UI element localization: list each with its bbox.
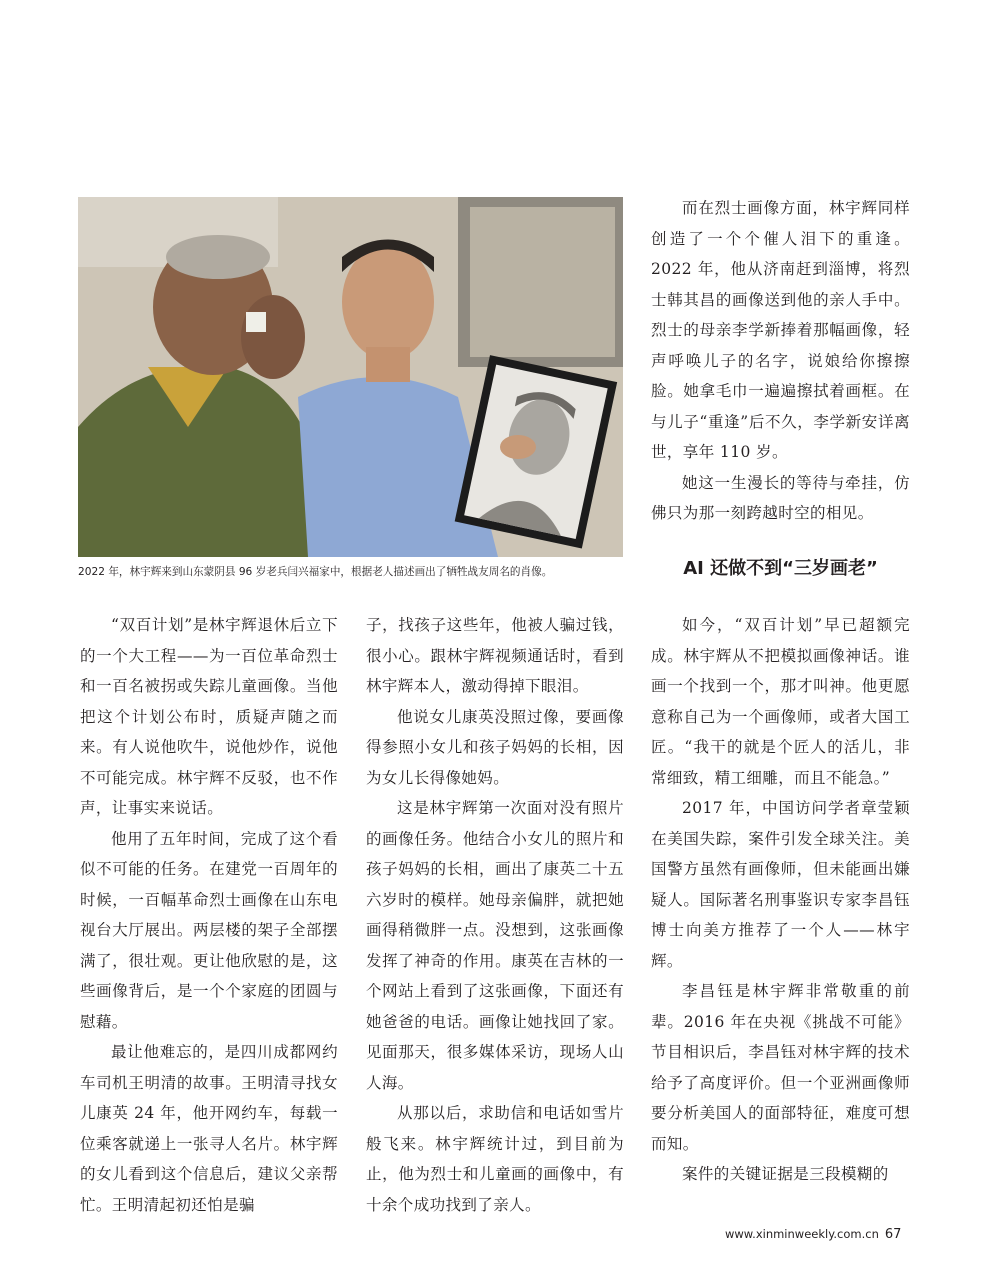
paragraph: 她这一生漫长的等待与牵挂，仿佛只为那一刻跨越时空的相见。 [651, 473, 910, 522]
article-column-right-top [651, 193, 910, 529]
page-number: 67 [884, 1227, 902, 1242]
photo-illustration [78, 197, 623, 557]
section-heading: AI 还做不到“三岁画老” [683, 558, 878, 579]
article-column-right-bottom [651, 610, 910, 1190]
paragraph: 他用了五年时间，完成了这个看似不可能的任务。在建党一百周年的时候，一百幅革命烈士画像在山东电视台大厅展出。两层楼的架子全部摆满了，很壮观。更让他欣慰的是，这些画像背后，是一个个家庭的团圆与慰藉。 [80, 829, 338, 1031]
paragraph: 他说女儿康英没照过像，要画像得参照小女儿和孩子妈妈的长相，因为女儿长得像她妈。 [366, 707, 624, 787]
article-column-left [80, 610, 338, 1220]
paragraph: 从那以后，求助信和电话如雪片般飞来。林宇辉统计过，到目前为止，他为烈士和儿童画的画像中，有十余个成功找到了亲人。 [366, 1104, 624, 1214]
website-url: www.xinminweekly.com.cn [725, 1227, 879, 1241]
paragraph: “双百计划”是林宇辉退休后立下的一个大工程——为一百位革命烈士和一百名被拐或失踪儿童画像。当他把这个计划公布时，质疑声随之而来。有人说他吹牛，说他炒作，说他不可能完成。林宇辉不反驳，也不作声，让事实来说话。 [80, 616, 338, 817]
paragraph: 李昌钰是林宇辉非常敬重的前辈。2016 年在央视《挑战不可能》节目相识后，李昌钰对林宇辉的技术给予了高度评价。但一个亚洲画像师要分析美国人的面部特征，难度可想而知。 [651, 982, 910, 1153]
article-column-middle [366, 610, 624, 1220]
paragraph: 最让他难忘的，是四川成都网约车司机王明清的故事。王明清寻找女儿康英 24 年，他开网约车，每载一位乘客就递上一张寻人名片。林宇辉的女儿看到这个信息后，建议父亲帮忙。王明清起初还怕是骗 [80, 1043, 338, 1214]
page-footer [725, 1227, 915, 1242]
paragraph: 案件的关键证据是三段模糊的 [682, 1165, 889, 1183]
paragraph: 而在烈士画像方面，林宇辉同样创造了一个个催人泪下的重逢。2022 年，他从济南赶到淄博，将烈士韩其昌的画像送到他的亲人手中。烈士的母亲李学新捧着那幅画像，轻声呼唤儿子的名字，说娘给你擦擦脸。她拿毛巾一遍遍擦拭着画框。在与儿子“重逢”后不久，李学新安详离世，享年 110 岁。 [651, 199, 910, 461]
news-photo [78, 197, 623, 557]
paragraph: 这是林宇辉第一次面对没有照片的画像任务。他结合小女儿的照片和孩子妈妈的长相，画出了康英二十五六岁时的模样。她母亲偏胖，就把她画得稍微胖一点。没想到，这张画像发挥了神奇的作用。康英在吉林的一个网站上看到了这张画像，下面还有她爸爸的电话。画像让她找回了家。见面那天，很多媒体采访，现场人山人海。 [366, 799, 624, 1092]
paragraph: 如今，“双百计划”早已超额完成。林宇辉从不把模拟画像神话。谁画一个找到一个，那才叫神。他更愿意称自己为一个画像师，或者大国工匠。“我干的就是个匠人的活儿，非常细致，精工细雕，而且不能急。” [651, 616, 910, 787]
photo-caption: 2022 年，林宇辉来到山东蒙阴县 96 岁老兵闫兴福家中，根据老人描述画出了牺牲战友周名的肖像。 [78, 566, 553, 578]
paragraph: 子，找孩子这些年，他被人骗过钱，很小心。跟林宇辉视频通话时，看到林宇辉本人，激动得掉下眼泪。 [366, 616, 624, 695]
paragraph: 2017 年，中国访问学者章莹颖在美国失踪，案件引发全球关注。美国警方虽然有画像师，但未能画出嫌疑人。国际著名刑事鉴识专家李昌钰博士向美方推荐了一个人——林宇辉。 [651, 799, 910, 970]
